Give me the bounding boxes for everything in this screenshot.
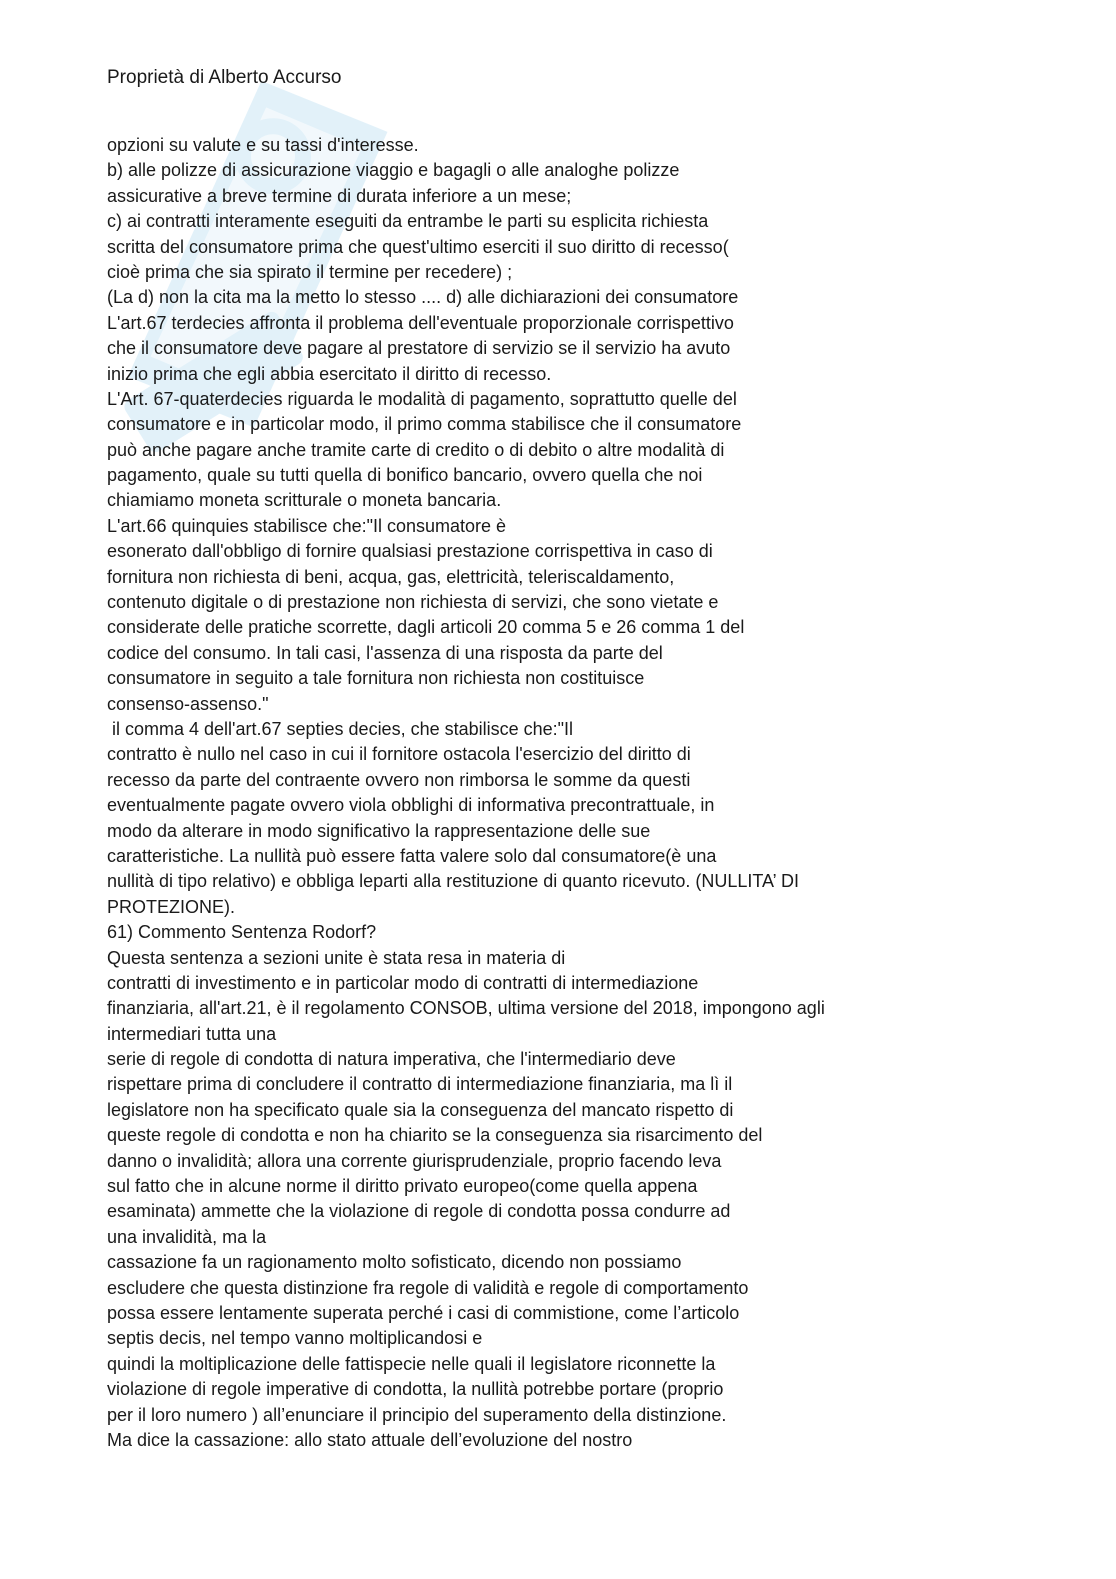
text-line: assicurative a breve termine di durata inferiore a un mese; [107,185,572,206]
text-line: serie di regole di condotta di natura imperativa, che l'intermediario deve [107,1049,676,1070]
text-line: una invalidità, ma la [107,1226,267,1247]
text-line: possa essere lentamente superata perché i casi di commistione, come l’articolo [107,1302,740,1323]
text-line: queste regole di condotta e non ha chiarito se la conseguenza sia risarcimento del [107,1125,763,1146]
text-line: L'art.67 terdecies affronta il problema dell'eventuale proporzionale corrispettivo [107,312,734,333]
text-line: può anche pagare anche tramite carte di credito o di debito o altre modalità di [107,439,725,460]
text-line: cassazione fa un ragionamento molto sofisticato, dicendo non possiamo [107,1252,682,1273]
text-line: c) ai contratti interamente eseguiti da entrambe le parti su esplicita richiesta [107,211,709,232]
text-line: intermediari tutta una [107,1023,277,1044]
text-line: violazione di regole imperative di condotta, la nullità potrebbe portare (proprio [107,1379,724,1400]
text-line: eventualmente pagate ovvero viola obblighi di informativa precontrattuale, in [107,795,715,816]
text-line: inizio prima che egli abbia esercitato il diritto di recesso. [107,363,552,384]
text-line: consumatore in seguito a tale fornitura non richiesta non costituisce [107,668,645,689]
text-line: b) alle polizze di assicurazione viaggio e bagagli o alle analoghe polizze [107,160,680,181]
text-line: danno o invalidità; allora una corrente giurisprudenziale, proprio facendo leva [107,1150,722,1171]
text-line: codice del consumo. In tali casi, l'assenza di una risposta da parte del [107,642,663,663]
text-line: L'art.66 quinquies stabilisce che:"Il consumatore è [107,515,507,536]
text-line: cioè prima che sia spirato il termine per recedere) ; [107,261,513,282]
text-line: L'Art. 67-quaterdecies riguarda le modalità di pagamento, soprattutto quelle del [107,388,737,409]
text-line: rispettare prima di concludere il contratto di intermediazione finanziaria, ma lì il [107,1074,733,1095]
text-line: scritta del consumatore prima che quest'ultimo eserciti il suo diritto di recesso( [107,236,729,257]
text-line: contenuto digitale o di prestazione non richiesta di servizi, che sono vietate e [107,592,719,613]
text-line: per il loro numero ) all’enunciare il principio del superamento della distinzione. [107,1404,727,1425]
text-line: opzioni su valute e su tassi d'interesse. [107,135,419,155]
text-line: considerate delle pratiche scorrette, dagli articoli 20 comma 5 e 26 comma 1 del [107,617,745,638]
text-line: legislatore non ha specificato quale sia la conseguenza del mancato rispetto di [107,1099,734,1120]
text-line: modo da alterare in modo significativo la rappresentazione delle sue [107,820,651,841]
text-line: caratteristiche. La nullità può essere fatta valere solo dal consumatore(è una [107,845,717,866]
text-line: esaminata) ammette che la violazione di regole di condotta possa condurre ad [107,1201,731,1222]
text-line: fornitura non richiesta di beni, acqua, gas, elettricità, teleriscaldamento, [107,566,675,587]
text-line: che il consumatore deve pagare al prestatore di servizio se il servizio ha avuto [107,338,731,359]
text-line: escludere che questa distinzione fra regole di validità e regole di comportamento [107,1277,749,1298]
text-line: chiamiamo moneta scritturale o moneta bancaria. [107,490,502,511]
text-line: Questa sentenza a sezioni unite è stata resa in materia di [107,947,566,968]
document-body [107,133,1097,1453]
text-line: il comma 4 dell'art.67 septies decies, che stabilisce che:"Il [107,718,574,739]
text-line: pagamento, quale su tutti quella di bonifico bancario, ovvero quella che noi [107,465,703,486]
text-line: consumatore e in particolar modo, il primo comma stabilisce che il consumatore [107,414,742,435]
text-line: (La d) non la cita ma la metto lo stesso .... d) alle dichiarazioni dei consumatore [107,287,739,308]
text-line: consenso-assenso." [107,693,269,714]
text-line: Ma dice la cassazione: allo stato attuale dell’evoluzione del nostro [107,1429,633,1450]
text-line: 61) Commento Sentenza Rodorf? [107,922,377,943]
text-line: recesso da parte del contraente ovvero non rimborsa le somme da questi [107,769,691,790]
text-line: PROTEZIONE). [107,896,236,917]
text-line: contratto è nullo nel caso in cui il fornitore ostacola l'esercizio del diritto di [107,744,691,765]
text-line: septis decis, nel tempo vanno moltiplicandosi e [107,1328,483,1349]
text-line: contratti di investimento e in particolar modo di contratti di intermediazione [107,972,699,993]
text-line: sul fatto che in alcune norme il diritto privato europeo(come quella appena [107,1176,698,1197]
page-owner-header: Proprietà di Alberto Accurso [107,67,342,88]
text-line: finanziaria, all'art.21, è il regolamento CONSOB, ultima versione del 2018, impongono agli [107,998,825,1019]
text-line: nullità di tipo relativo) e obbliga leparti alla restituzione di quanto ricevuto. (NULLITA’ DI [107,871,800,892]
text-line: esonerato dall'obbligo di fornire qualsiasi prestazione corrispettiva in caso di [107,541,713,562]
text-line: quindi la moltiplicazione delle fattispecie nelle quali il legislatore riconnette la [107,1353,716,1374]
